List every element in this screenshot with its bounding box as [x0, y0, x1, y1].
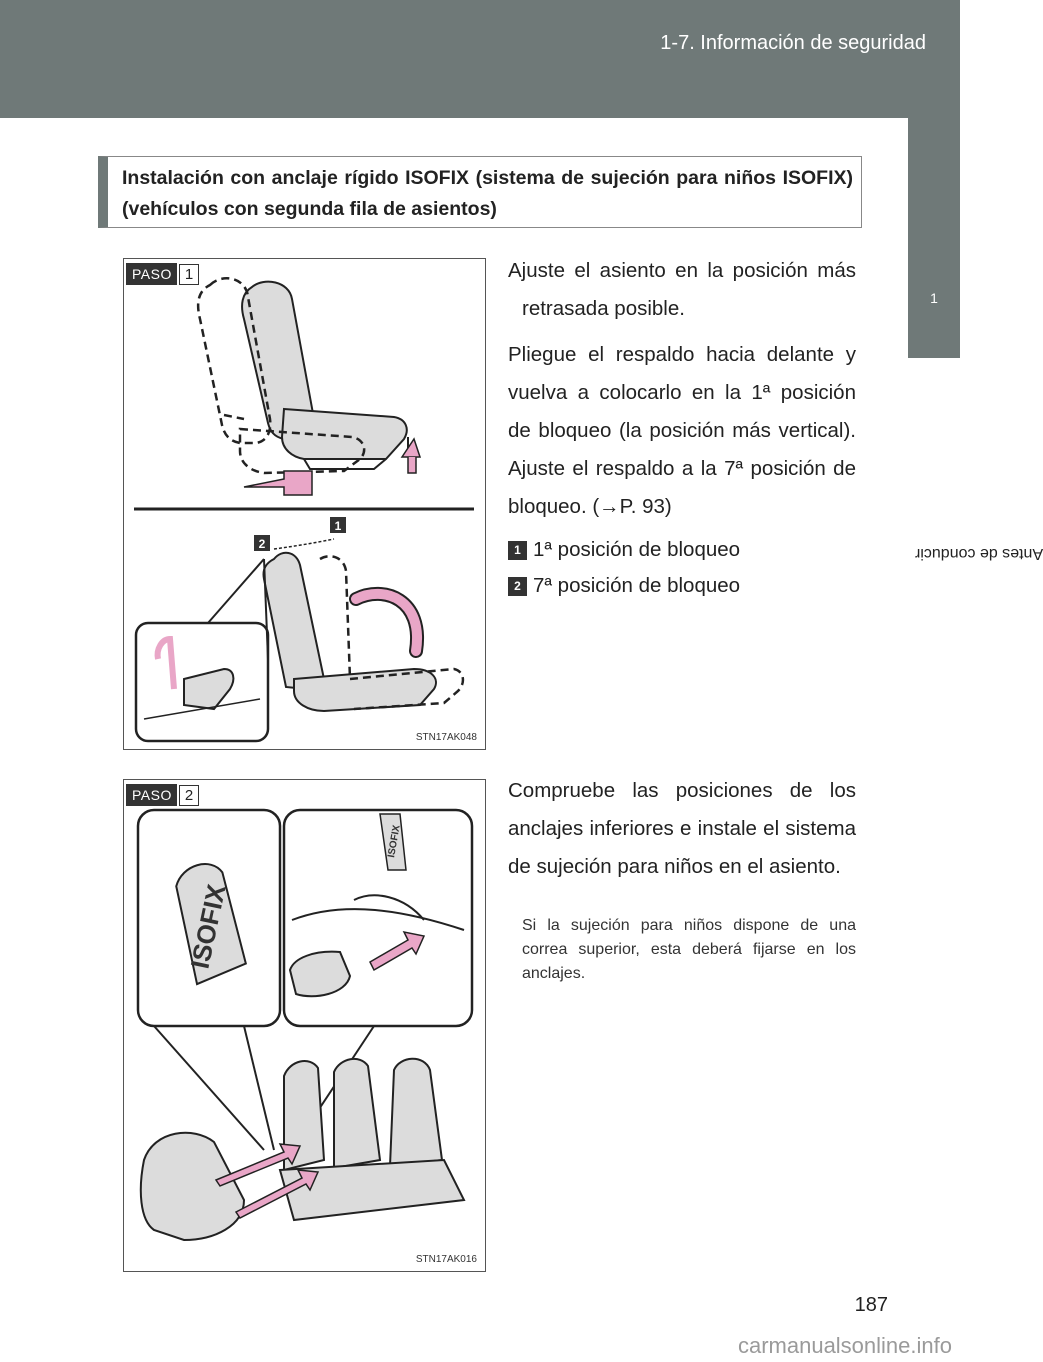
svg-text:2: 2: [258, 537, 266, 551]
section-header-title: 1-7. Información de seguridad: [660, 32, 926, 54]
step2-figure: [123, 779, 486, 1272]
legend-badge-2: 2: [508, 577, 527, 596]
step2-note: Si la sujeción para niños dispone de una correa superior, esta deberá fijarse en los anclajes.: [522, 917, 856, 982]
chapter-number: 1: [930, 290, 938, 306]
isofix-label-large: ISOFIX: [184, 881, 232, 972]
legend-text-1: 1ª posición de bloqueo: [533, 538, 741, 561]
chapter-side-tab: [908, 118, 960, 358]
legend-text-2: 7ª posición de bloqueo: [533, 574, 741, 597]
rear-seats-illustration: [280, 1059, 464, 1220]
step1-figure: [123, 258, 486, 750]
page-number: 187: [854, 1294, 888, 1316]
section-title-box: [98, 156, 862, 228]
slide-back-arrow-icon: [244, 471, 312, 495]
step2-text: Compruebe las posiciones de los anclajes inferiores e instale el sistema de sujeción para niños en el asiento.: [508, 779, 856, 878]
step2-paso-label: PASO 2: [126, 782, 199, 808]
lever-up-arrow-icon: [402, 439, 420, 457]
step1-illustration: [124, 259, 487, 751]
chapter-label: Antes de conducir: [915, 545, 1043, 562]
child-seat-illustration: [141, 1133, 244, 1240]
step1-paso-label: PASO 1: [126, 261, 199, 287]
legend-item-2: [508, 574, 856, 598]
watermark: carmanualsonline.info: [737, 1333, 952, 1358]
chapter-label-container: [908, 372, 1043, 562]
isofix-label-small: ISOFIX: [386, 824, 403, 859]
header-bar: [0, 0, 960, 118]
seat-upper-illustration: [242, 282, 407, 469]
step1-text-a: Ajuste el asiento en la posición más retrasada posible.: [508, 259, 856, 320]
step1-figure-code: STN17AK048: [415, 732, 477, 743]
section-title: Instalación con anclaje rígido ISOFIX (sistema de sujeción para niños ISOFIX) (vehículos con segunda fila de asientos): [122, 167, 853, 220]
step1-text-b: Pliegue el respaldo hacia delante y vuelva a colocarlo en la 1ª posición de bloqueo (la posición más vertical). Ajuste el respaldo a la 7ª posición de bloqueo. (→P. 93): [508, 343, 856, 518]
legend-item-1: [508, 538, 856, 562]
step2-illustration: [124, 780, 487, 1273]
svg-text:1: 1: [334, 519, 342, 533]
step2-figure-code: STN17AK016: [415, 1254, 477, 1265]
legend-badge-1: 1: [508, 541, 527, 560]
